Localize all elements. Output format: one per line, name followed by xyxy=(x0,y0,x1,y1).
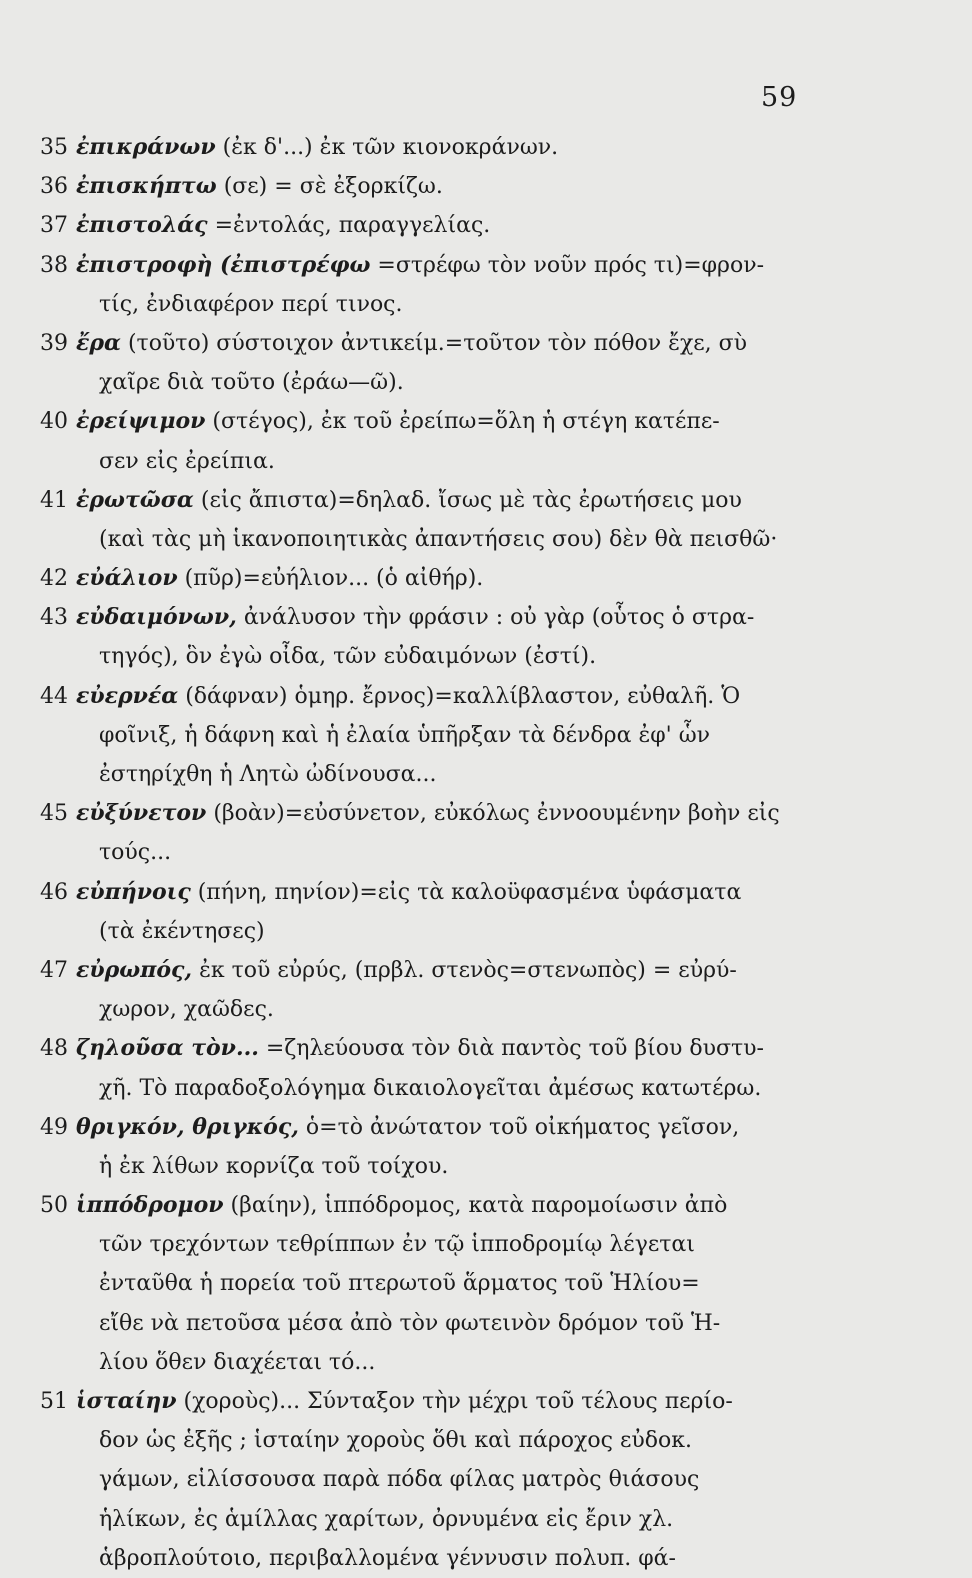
glossary-entry xyxy=(22,1108,827,1186)
glossary-entry xyxy=(22,873,827,951)
entry-first-line xyxy=(22,128,827,167)
entry-continuation-line xyxy=(22,1539,827,1578)
entry-first-line xyxy=(22,481,827,520)
entry-text: εἴθε νὰ πετοῦσα μέσα ἀπὸ τὸν φωτεινὸν δρόμον τοῦ Ἡ- xyxy=(99,1310,721,1336)
entry-number: 43 xyxy=(40,605,68,631)
entry-continuation-line xyxy=(22,363,827,402)
entry-first-line xyxy=(22,246,827,285)
entry-headword: ἐρείψιμον xyxy=(76,408,206,435)
entry-headword: ἐρωτῶσα xyxy=(76,486,194,513)
entry-headword: εὐξύνετον xyxy=(76,800,207,827)
entry-headword: εὐδαιμόνων, xyxy=(76,604,237,631)
entry-text: χαῖρε διὰ τοῦτο (ἐράω—ῶ). xyxy=(99,370,404,396)
entry-text: ἐνταῦθα ἡ πορεία τοῦ πτερωτοῦ ἅρματος τοῦ Ἡλίου= xyxy=(99,1271,700,1297)
entry-number: 42 xyxy=(40,566,68,592)
entry-continuation-line xyxy=(22,637,827,676)
entry-headword: ἐπιστολάς xyxy=(76,212,208,239)
entry-first-line xyxy=(22,598,827,637)
entry-continuation-line xyxy=(22,1460,827,1499)
entry-headword: εὐπήνοις xyxy=(76,878,191,905)
entry-headword: ἐπικράνων xyxy=(76,134,216,160)
glossary-entry xyxy=(22,324,827,402)
entry-text: (τὰ ἐκέντησες) xyxy=(99,918,265,944)
entry-text: (πήνη, πηνίον)=εἰς τὰ καλοϋφασμένα ὑφάσματα xyxy=(197,879,742,905)
entry-text: (καὶ τὰς μὴ ἱκανοποιητικὰς ἀπαντήσεις σου) δὲν θὰ πεισθῶ· xyxy=(99,526,778,552)
entry-text: (ἐκ δ'...) ἐκ τῶν κιονοκράνων. xyxy=(222,135,559,160)
glossary-entry xyxy=(22,1029,827,1107)
entry-continuation-line xyxy=(22,285,827,324)
entry-continuation-line xyxy=(22,1147,827,1186)
entry-text: γάμων, εἱλίσσουσα παρὰ πόδα φίλας ματρὸς θιάσους xyxy=(99,1467,700,1493)
entry-number: 35 xyxy=(40,135,68,160)
entry-text: τίς, ἐνδιαφέρον περί τινος. xyxy=(99,291,403,317)
entry-text: σεν εἰς ἐρείπια. xyxy=(99,448,275,474)
entry-text: ἐστηρίχθη ἡ Λητὼ ὠδίνουσα... xyxy=(99,762,437,787)
entry-number: 36 xyxy=(40,174,68,200)
entry-continuation-line xyxy=(22,1343,827,1382)
entry-number: 41 xyxy=(40,487,68,513)
entry-number: 48 xyxy=(40,1036,68,1062)
entry-text: =ἐντολάς, παραγγελίας. xyxy=(214,213,491,239)
entry-first-line xyxy=(22,1108,827,1147)
entry-headword: εὐρωπός, xyxy=(76,956,193,983)
entry-text: χωρον, χαῶδες. xyxy=(99,997,274,1023)
entry-text: λίου ὅθεν διαχέεται τό... xyxy=(99,1349,376,1375)
entry-text: χῆ. Τὸ παραδοξολόγημα δικαιολογεῖται ἀμέσως κατωτέρω. xyxy=(99,1075,762,1101)
entry-first-line xyxy=(22,677,827,716)
glossary-entry xyxy=(22,1382,827,1578)
entry-text: ἡλίκων, ἐς ἁμίλλας χαρίτων, ὀρνυμένα εἰς ἔριν χλ. xyxy=(99,1506,674,1532)
entry-number: 49 xyxy=(40,1114,68,1140)
entry-continuation-line xyxy=(22,833,827,872)
entry-continuation-line xyxy=(22,1304,827,1343)
entry-continuation-line xyxy=(22,1500,827,1539)
entry-headword: εὐάλιον xyxy=(76,565,178,592)
entry-continuation-line xyxy=(22,990,827,1029)
entry-text: δον ὡς ἑξῆς ; ἱσταίην χοροὺς ὅθι καὶ πάροχος εὐδοκ. xyxy=(99,1428,692,1454)
entry-continuation-line xyxy=(22,912,827,951)
entry-headword: ζηλοῦσα τὸν... xyxy=(76,1035,259,1062)
glossary-entry xyxy=(22,598,827,676)
entry-continuation-line xyxy=(22,1225,827,1264)
entry-first-line xyxy=(22,794,827,833)
glossary-entry xyxy=(22,167,827,206)
entry-headword: εὐερνέα xyxy=(76,682,179,709)
entry-text: (σε) = σὲ ἐξορκίζω. xyxy=(223,174,443,200)
entry-text: ὁ=τὸ ἀνώτατον τοῦ οἰκήματος γεῖσον, xyxy=(305,1114,740,1140)
entry-first-line xyxy=(22,1029,827,1068)
entry-text: τούς... xyxy=(99,840,172,866)
entry-text: (βοὰν)=εὐσύνετον, εὐκόλως ἐννοουμένην βοὴν εἰς xyxy=(213,801,780,827)
entry-text: φοῖνιξ, ἡ δάφνη καὶ ἡ ἐλαία ὑπῆρξαν τὰ δένδρα ἐφ' ὧν xyxy=(99,722,711,748)
entry-first-line xyxy=(22,402,827,441)
entry-text: =στρέφω τὸν νοῦν πρός τι)=φρον- xyxy=(377,252,765,278)
entry-headword: ἱππόδρομον xyxy=(76,1192,224,1219)
glossary-entry xyxy=(22,128,827,167)
entry-first-line xyxy=(22,951,827,990)
entry-headword: θριγκόν, θριγκός, xyxy=(76,1113,299,1140)
entry-text: (βαίην), ἱππόδρομος, κατὰ παρομοίωσιν ἀπὸ xyxy=(230,1193,728,1219)
entry-number: 40 xyxy=(40,409,68,435)
entry-text: ἡ ἐκ λίθων κορνίζα τοῦ τοίχου. xyxy=(99,1153,449,1179)
entry-text: (χοροὺς)... Σύνταξον τὴν μέχρι τοῦ τέλους περίο- xyxy=(183,1389,733,1414)
glossary-entry xyxy=(22,794,827,872)
entry-headword: ἐπισκήπτω xyxy=(76,173,217,200)
entry-headword: ἱσταίην xyxy=(76,1388,177,1414)
entry-text: τηγός), ὃν ἐγὼ οἶδα, τῶν εὐδαιμόνων (ἐστί). xyxy=(99,644,597,670)
entry-first-line xyxy=(22,206,827,245)
entry-first-line xyxy=(22,1186,827,1225)
entry-text: ἐκ τοῦ εὐρύς, (πρβλ. στενὸς=στενωπὸς) = εὐρύ- xyxy=(199,957,737,983)
entry-text: (τοῦτο) σύστοιχον ἀντικείμ.=τοῦτον τὸν πόθον ἔχε, σὺ xyxy=(127,330,748,356)
entry-first-line xyxy=(22,324,827,363)
entry-number: 44 xyxy=(40,683,68,709)
entry-number: 46 xyxy=(40,879,68,905)
entry-number: 51 xyxy=(40,1389,68,1414)
glossary-entries xyxy=(22,128,827,1578)
entry-continuation-line xyxy=(22,520,827,559)
page-number: 59 xyxy=(761,82,798,113)
glossary-entry xyxy=(22,481,827,559)
entry-number: 50 xyxy=(40,1193,68,1219)
entry-first-line xyxy=(22,559,827,598)
entry-text: (εἰς ἄπιστα)=δηλαδ. ἴσως μὲ τὰς ἐρωτήσεις μου xyxy=(200,487,742,513)
entry-text: ἀνάλυσον τὴν φράσιν : οὐ γὰρ (οὗτος ὁ στρα- xyxy=(243,605,755,631)
entry-text: (πῦρ)=εὐήλιον... (ὁ αἰθήρ). xyxy=(184,566,484,592)
glossary-entry xyxy=(22,1186,827,1382)
entry-continuation-line xyxy=(22,1421,827,1460)
entry-text: ἁβροπλούτοιο, περιβαλλομένα γέννυσιν πολυπ. φά- xyxy=(99,1545,676,1571)
entry-continuation-line xyxy=(22,716,827,755)
entry-headword: ἔρα xyxy=(76,329,121,356)
entry-first-line xyxy=(22,1382,827,1421)
entry-text: =ζηλεύουσα τὸν διὰ παντὸς τοῦ βίου δυστυ- xyxy=(265,1036,764,1062)
glossary-entry xyxy=(22,206,827,245)
entry-continuation-line xyxy=(22,755,827,794)
glossary-entry xyxy=(22,246,827,324)
glossary-entry xyxy=(22,677,827,795)
entry-first-line xyxy=(22,167,827,206)
entry-continuation-line xyxy=(22,442,827,481)
entry-number: 38 xyxy=(40,252,68,278)
entry-number: 37 xyxy=(40,213,68,239)
entry-number: 45 xyxy=(40,801,68,827)
glossary-entry xyxy=(22,951,827,1029)
entry-text: (δάφναν) ὁμηρ. ἔρνος)=καλλίβλαστον, εὐθαλῆ. Ὁ xyxy=(185,683,741,709)
entry-text: τῶν τρεχόντων τεθρίππων ἐν τῷ ἱπποδρομίῳ λέγεται xyxy=(99,1232,695,1258)
entry-continuation-line xyxy=(22,1069,827,1108)
glossary-entry xyxy=(22,402,827,480)
entry-number: 47 xyxy=(40,957,68,983)
glossary-entry xyxy=(22,559,827,598)
entry-continuation-line xyxy=(22,1264,827,1303)
entry-first-line xyxy=(22,873,827,912)
entry-text: (στέγος), ἐκ τοῦ ἐρείπω=ὅλη ἡ στέγη κατέπε- xyxy=(212,409,720,435)
entry-number: 39 xyxy=(40,330,68,356)
entry-headword: ἐπιστροφὴ (ἐπιστρέφω xyxy=(76,251,371,278)
